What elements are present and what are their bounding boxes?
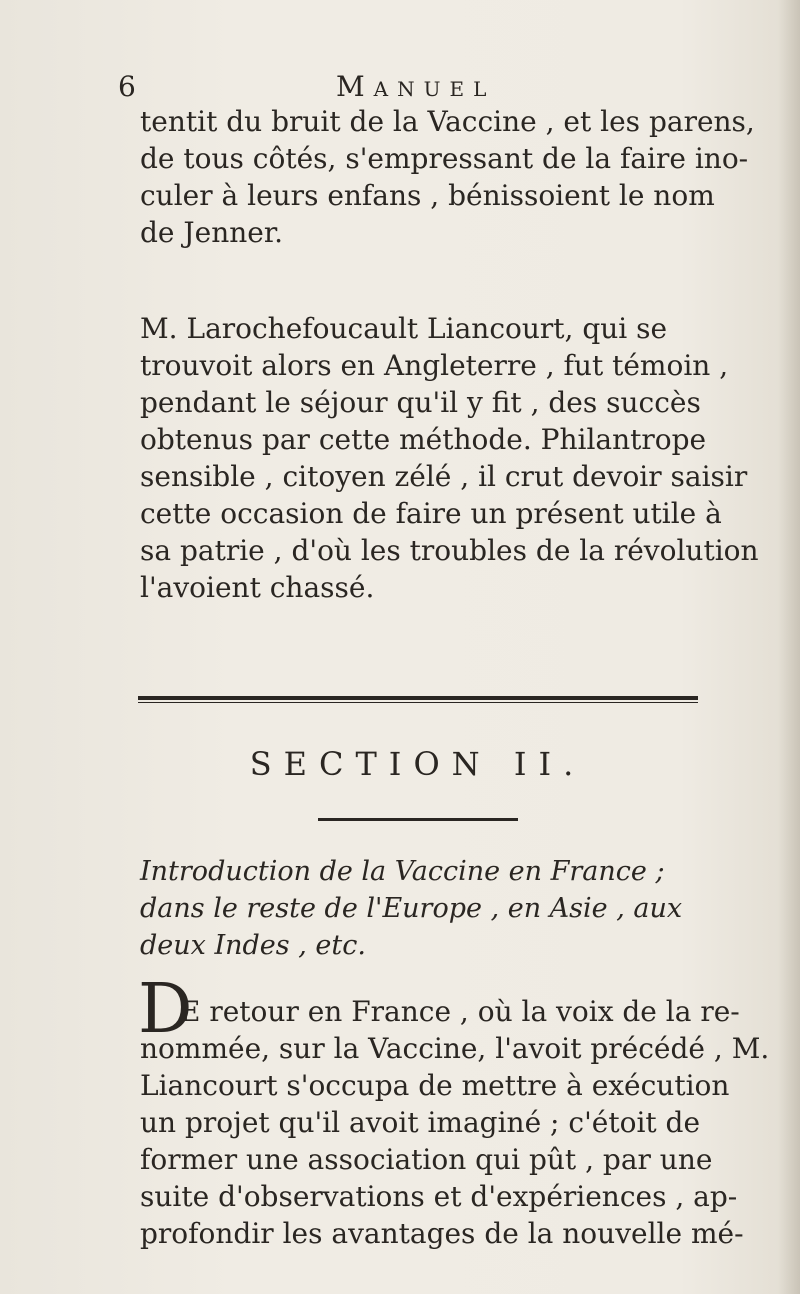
text-line: l'avoient chassé.: [140, 571, 375, 604]
text-line: trouvoit alors en Angleterre , fut témoin ,: [140, 349, 729, 382]
text-line: M. Larochefoucault Liancourt, qui se: [140, 312, 668, 345]
section-rule-thin: [138, 702, 698, 703]
text-line: cette occasion de faire un présent utile à: [140, 497, 722, 530]
paragraph-3: [140, 993, 770, 1252]
text-line: Introduction de la Vaccine en France ;: [140, 856, 665, 887]
section-introduction: [140, 853, 695, 964]
section-title: SECTION II.: [249, 745, 586, 783]
text-line: obtenus par cette méthode. Philantrope: [140, 423, 707, 456]
running-title: Manuel: [336, 70, 496, 103]
text-line: sa patrie , d'où les troubles de la révolution: [140, 534, 759, 567]
text-line: E retour en France , où la voix de la re-: [180, 995, 740, 1028]
text-line: Liancourt s'occupa de mettre à exécution: [140, 1069, 730, 1102]
text-line: former une association qui pût , par une: [140, 1143, 713, 1176]
paragraph-2: [140, 310, 759, 606]
text-line: dans le reste de l'Europe , en Asie , aux: [140, 893, 683, 924]
text-line: nommée, sur la Vaccine, l'avoit précédé , M.: [140, 1032, 770, 1065]
section-rule-thick: [138, 696, 698, 700]
text-line: profondir les avantages de la nouvelle mé-: [140, 1217, 744, 1250]
text-line: de Jenner.: [140, 216, 284, 249]
page-edge-shadow: [778, 0, 800, 1294]
text-line: sensible , citoyen zélé , il crut devoir saisir: [140, 460, 748, 493]
drop-cap: D: [138, 970, 193, 1049]
text-line: suite d'observations et d'expériences , ap-: [140, 1180, 738, 1213]
text-line: culer à leurs enfans , bénissoient le nom: [140, 179, 715, 212]
text-line: tentit du bruit de la Vaccine , et les parens,: [140, 105, 755, 138]
text-line: pendant le séjour qu'il y fit , des succès: [140, 386, 701, 419]
page-number: 6: [118, 70, 136, 103]
paragraph-1: [140, 103, 755, 251]
text-line: un projet qu'il avoit imaginé ; c'étoit de: [140, 1106, 701, 1139]
section-rule-short: [318, 818, 518, 821]
text-line: deux Indes , etc.: [140, 930, 366, 961]
text-line: de tous côtés, s'empressant de la faire ino-: [140, 142, 749, 175]
